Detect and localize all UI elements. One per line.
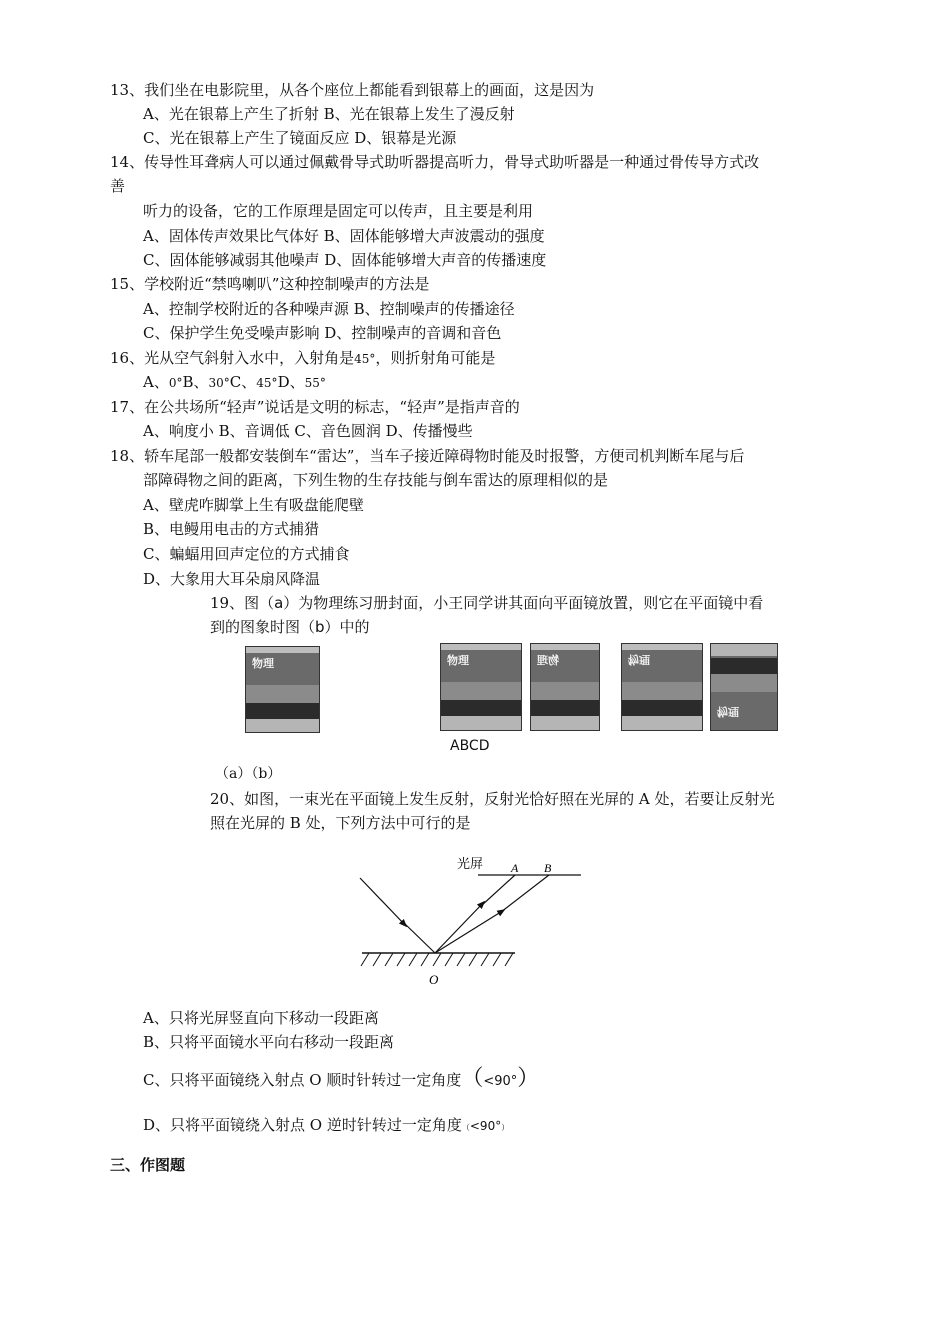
mirror-hatching [361, 953, 513, 966]
q18-option-d: D、大象用大耳朵扇风降温 [143, 570, 321, 588]
q20-option-c-paren-close: ） [517, 1066, 540, 1091]
q20-option-a: A、只将光屏竖直向下移动一段距离 [143, 1009, 379, 1027]
q16-opt-c-label: C、 [229, 373, 257, 391]
q20-reflection-diagram [355, 848, 585, 988]
q19-stem-line1 [210, 593, 763, 613]
q19-choice-c-image [621, 643, 703, 731]
q19-choice-c-title: 物理 [628, 653, 650, 666]
point-a-label: A [511, 861, 519, 875]
q13-options-ab: A、光在银幕上产生了折射 B、光在银幕上发生了漫反射 [143, 105, 515, 123]
q19-stem-mid: ）为物理练习册封面，小王同学讲其面向平面镜放置，则它在平面镜中看 [283, 594, 764, 612]
q16-opt-d-value: 55° [304, 376, 326, 390]
q19-choice-d-image [710, 643, 778, 731]
point-o-label: O [429, 972, 439, 987]
q17-stem: 17、在公共场所“轻声”说话是文明的标志，“轻声”是指声音的 [110, 398, 520, 416]
q14-stem-line1: 14、传导性耳聋病人可以通过佩戴骨导式助听器提高听力，骨导式助听器是一种通过骨传导方式改 [110, 153, 760, 171]
q16-opt-b-label: B、 [182, 373, 209, 391]
q20-option-d-text: D、只将平面镜绕入射点 O 逆时针转过一定角度 [143, 1116, 462, 1134]
q20-option-d-angle: <90° [469, 1119, 502, 1133]
q16-options [143, 372, 326, 393]
q20-option-c-text: C、只将平面镜绕入射点 O 顺时针转过一定角度 [143, 1071, 462, 1089]
q18-option-c: C、蝙蝠用回声定位的方式捕食 [143, 545, 350, 563]
q13-stem: 13、我们坐在电影院里，从各个座位上都能看到银幕上的画面，这是因为 [110, 81, 595, 99]
q19-choice-b-title: 物理 [537, 654, 559, 667]
q18-stem-line1: 18、轿车尾部一般都安装倒车“雷达”，当车子接近障碍物时能及时报警，方便司机判断车尾与后 [110, 447, 745, 465]
q15-options-ab: A、控制学校附近的各种噪声源 B、控制噪声的传播途径 [143, 300, 515, 318]
q16-opt-a-value: 0° [168, 376, 183, 390]
incident-ray [403, 922, 435, 953]
q16-stem-main: 16、光从空气斜射入水中，入射角是 [110, 349, 355, 367]
q20-option-c [143, 1067, 539, 1094]
point-b-label: B [544, 861, 552, 875]
q19-cover-title-a: 物理 [252, 657, 274, 670]
q14-stem-line2: 善 [110, 177, 126, 195]
q16-stem [110, 348, 495, 369]
q19-choices-label: ABCD [450, 738, 490, 754]
q20-option-d-paren-close: ） [501, 1123, 510, 1132]
q19-stem2-b: b [315, 618, 325, 636]
q20-option-d-paren-open: （ [461, 1123, 470, 1132]
q19-choice-d-title: 物理 [717, 705, 739, 718]
q17-options: A、响度小 B、音调低 C、音色圆润 D、传播慢些 [143, 422, 473, 440]
q19-stem2-post: ）中的 [324, 618, 370, 636]
q13-options-cd: C、光在银幕上产生了镜面反应 D、银幕是光源 [143, 129, 457, 147]
reflected-ray-to-a [481, 875, 515, 906]
q20-option-b: B、只将平面镜水平向右移动一段距离 [143, 1033, 395, 1051]
q15-stem: 15、学校附近“禁鸣喇叭”这种控制噪声的方法是 [110, 275, 430, 293]
q16-opt-c-value: 45° [256, 376, 278, 390]
q15-options-cd: C、保护学生免受噪声影响 D、控制噪声的音调和音色 [143, 324, 502, 342]
light-screen-label: 光屏 [457, 857, 484, 872]
q19-stem-line2 [210, 617, 370, 637]
q19-figure-a-cover [245, 646, 320, 733]
q19-stem2-pre: 到的图象时图（ [210, 618, 316, 636]
q20-stem-line2: 照在光屏的 B 处，下列方法中可行的是 [210, 814, 471, 832]
q16-stem-angle: 45° [354, 352, 376, 366]
q19-choice-b-image [530, 643, 600, 731]
q20-option-d [143, 1115, 509, 1138]
q19-stem-a: a [274, 594, 284, 612]
section-3-title: 三、作图题 [110, 1156, 186, 1174]
q14-options-ab: A、固体传声效果比气体好 B、固体能够增大声波震动的强度 [143, 227, 545, 245]
q20-option-c-paren-open: （ [461, 1066, 484, 1091]
q19-choice-a-image [440, 643, 522, 731]
q19-stem-pre: 19、图（ [210, 594, 275, 612]
q19-figure-labels: （a）（b） [215, 766, 282, 782]
q16-stem-tail: ，则折射角可能是 [375, 349, 496, 367]
q19-choice-a-title: 物理 [447, 654, 469, 667]
q16-opt-d-label: D、 [277, 373, 305, 391]
q16-opt-a-label: A、 [143, 373, 169, 391]
q18-stem-line2: 部障碍物之间的距离，下列生物的生存技能与倒车雷达的原理相似的是 [143, 471, 609, 489]
incident-ray-arrow [360, 878, 406, 926]
q18-option-b: B、电鳗用电击的方式捕猎 [143, 520, 320, 538]
q16-opt-b-value: 30° [208, 376, 230, 390]
q14-stem-line3: 听力的设备，它的工作原理是固定可以传声，且主要是利用 [143, 202, 534, 220]
q14-options-cd: C、固体能够减弱其他噪声 D、固体能够增大声音的传播速度 [143, 251, 547, 269]
q18-option-a: A、壁虎咋脚掌上生有吸盘能爬壁 [143, 496, 364, 514]
q20-option-c-angle: <90° [483, 1074, 518, 1089]
q20-stem-line1: 20、如图，一束光在平面镜上发生反射，反射光恰好照在光屏的 A 处，若要让反射光 [210, 790, 775, 808]
